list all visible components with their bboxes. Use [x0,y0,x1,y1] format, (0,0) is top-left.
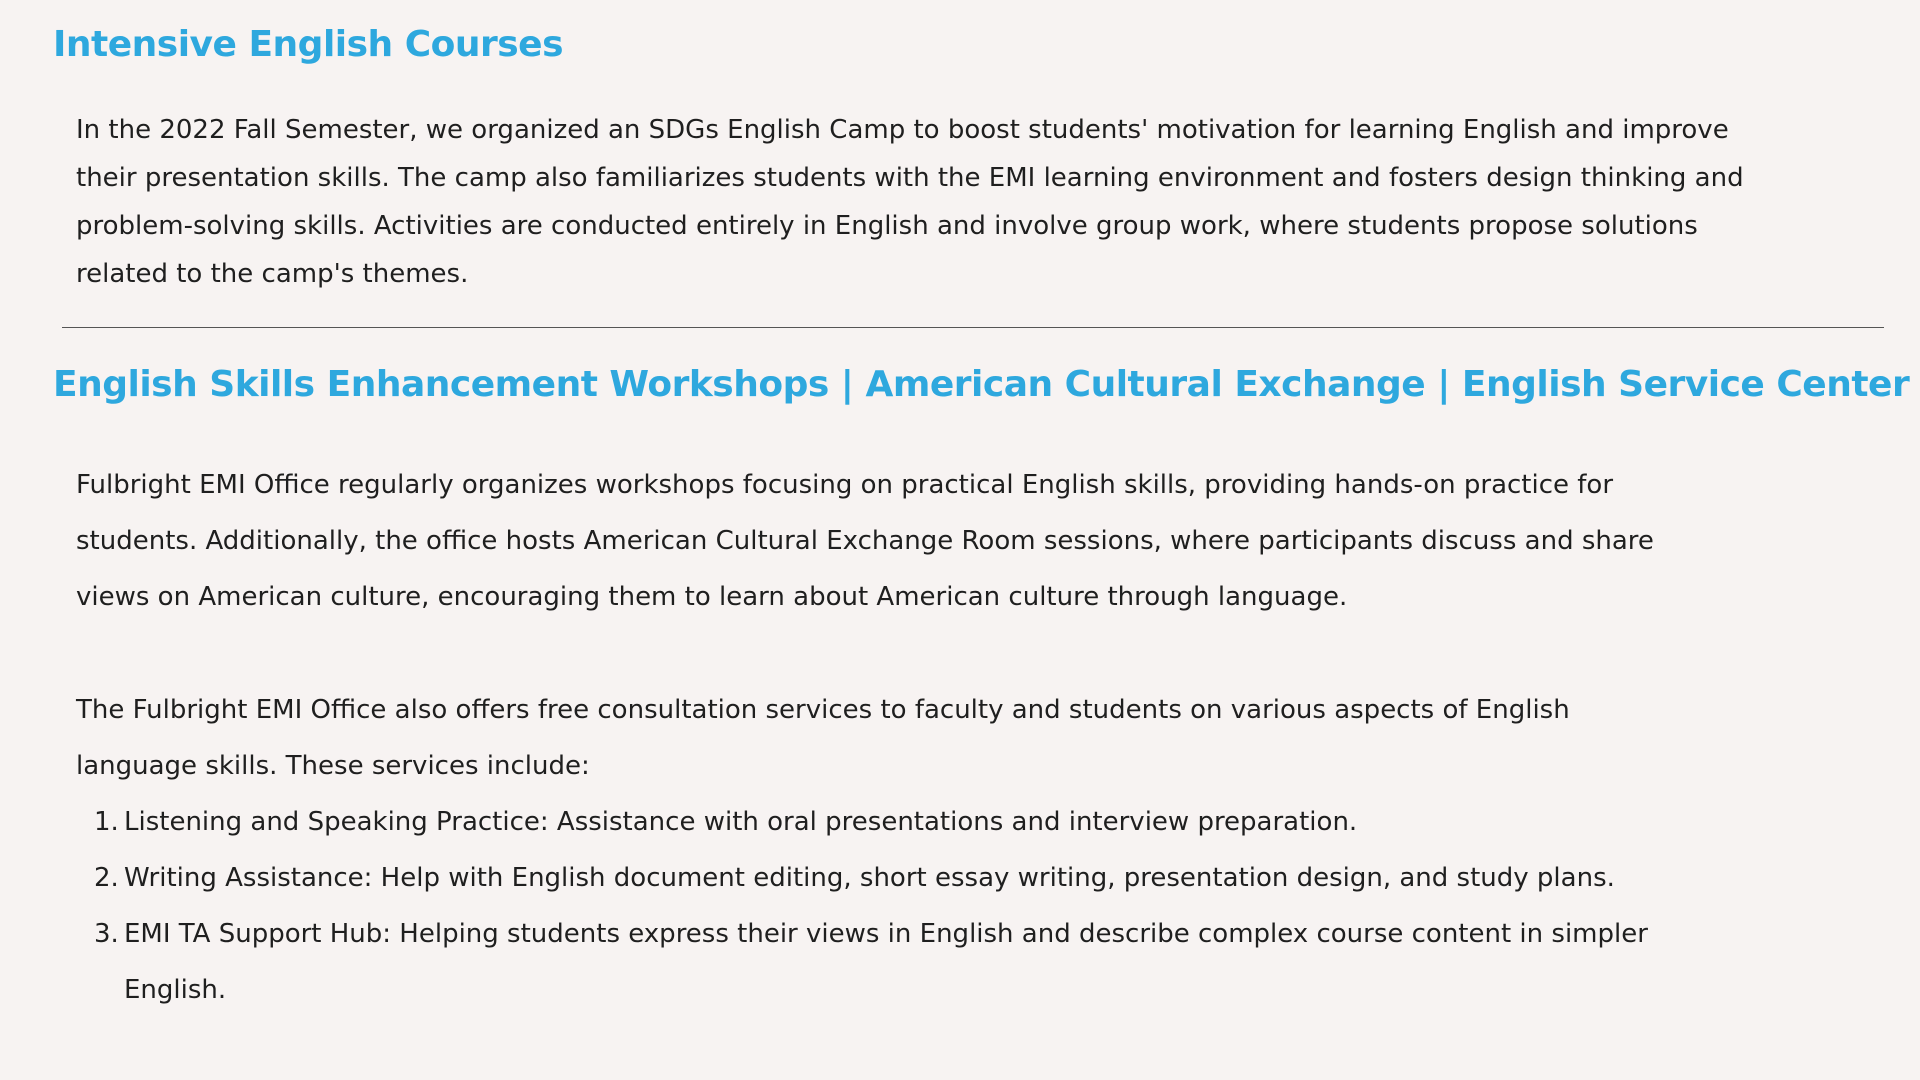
section-heading-english-skills-workshops: English Skills Enhancement Workshops | American Cultural Exchange | English Service Center [53,364,1910,405]
list-item-number: 1. [94,807,119,837]
list-item-text: EMI TA Support Hub: Helping students express their views in English and describe complex course content in simpler English. [124,919,1648,1005]
intensive-english-courses-paragraph: In the 2022 Fall Semester, we organized an SDGs English Camp to boost students' motivation for learning English and improve their presentation skills. The camp also familiarizes students with the EMI learning environment and fosters design thinking and problem-solving skills. Activities are conducted entirely in English and involve group work, where students propose solutions related to the camp's themes. [76,115,1744,289]
section-heading-intensive-english-courses: Intensive English Courses [53,24,564,65]
list-item-text: Writing Assistance: Help with English document editing, short essay writing, presentation design, and study plans. [124,863,1615,893]
list-item-number: 3. [94,919,119,949]
list-item-text: Listening and Speaking Practice: Assistance with oral presentations and interview preparation. [124,807,1358,837]
consultation-services-paragraph: The Fulbright EMI Office also offers free consultation services to faculty and students on various aspects of English language skills. These services include: [76,695,1570,781]
list-item [76,794,1716,850]
list-item [76,906,1716,1018]
workshops-paragraph: Fulbright EMI Office regularly organizes workshops focusing on practical English skills, providing hands-on practice for students. Additionally, the office hosts American Cultural Exchange Room sessions, where participants discuss and share views on American culture, encouraging them to learn about American culture through language. [76,470,1654,612]
list-item [76,850,1716,906]
section-divider [62,327,1884,328]
list-item-number: 2. [94,863,119,893]
services-list [76,794,1716,1018]
